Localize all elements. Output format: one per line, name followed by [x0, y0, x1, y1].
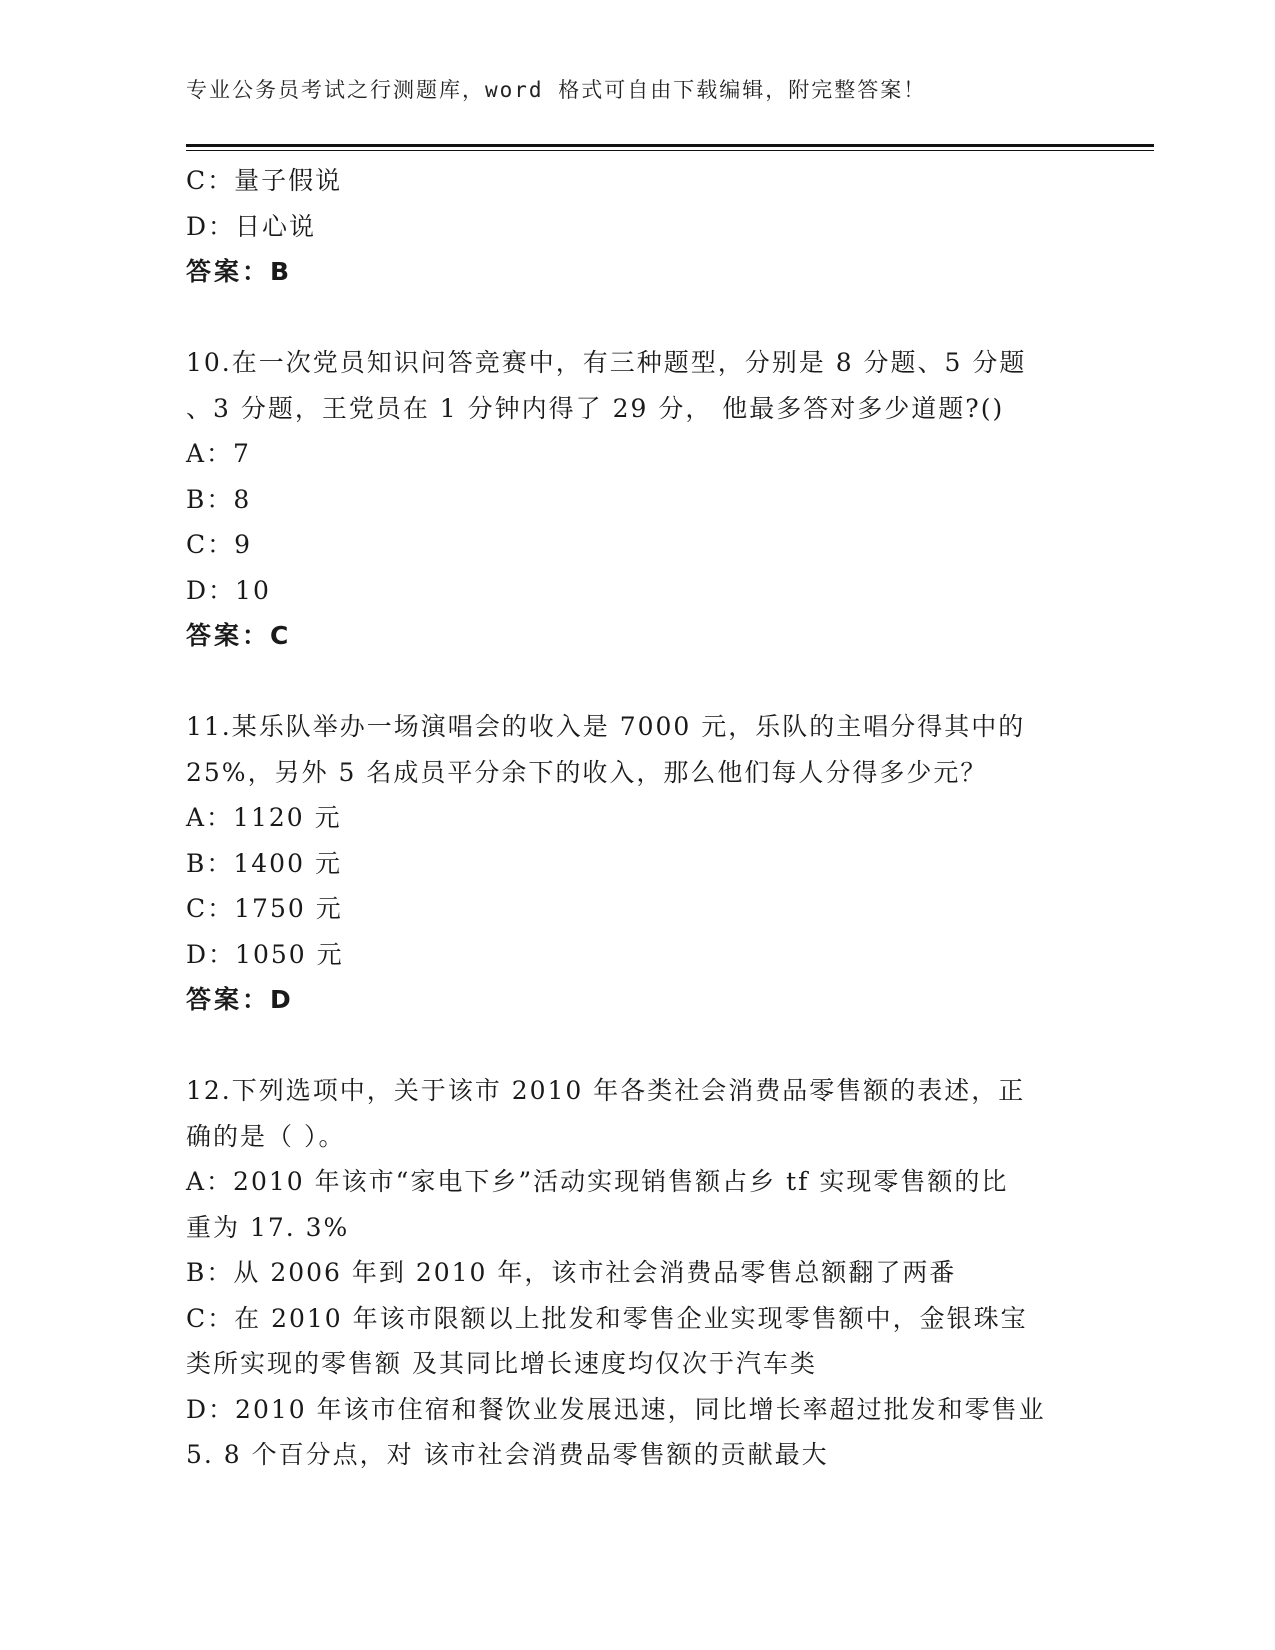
q9-answer: 答案：B [186, 257, 293, 286]
q10-answer: 答案：C [186, 621, 292, 650]
q10-stem-line2: 、3 分题，王党员在 1 分钟内得了 29 分， 他最多答对多少道题?() [186, 393, 1005, 423]
q11-option-c: C：1750 元 [186, 894, 343, 923]
q11-stem-line2: 25%，另外 5 名成员平分余下的收入，那么他们每人分得多少元？ [186, 757, 988, 787]
q10-option-a: A：7 [186, 439, 251, 468]
q9-option-d: D：日心说 [186, 211, 317, 241]
q12-option-d-line2: 5. 8 个百分点，对 该市社会消费品零售额的贡献最大 [186, 1440, 829, 1469]
q10-stem-line1: 10.在一次党员知识问答竞赛中，有三种题型，分别是 8 分题、5 分题 [186, 348, 1027, 377]
document-body [186, 158, 1086, 1478]
q11-option-a: A：1120 元 [186, 803, 342, 832]
q12-option-c-line1: C：在 2010 年该市限额以上批发和零售企业实现零售额中，金银珠宝 [186, 1303, 1028, 1333]
q9-option-c: C：量子假说 [186, 166, 343, 195]
q11-option-b: B：1400 元 [186, 848, 342, 878]
q12-option-c-line2: 类所实现的零售额 及其同比增长速度均仅次于汽车类 [186, 1349, 817, 1378]
q10-option-b: B：8 [186, 484, 252, 514]
spacer [186, 1023, 1086, 1069]
q10-option-d: D：10 [186, 575, 271, 605]
q12-option-a-line1: A：2010 年该市“家电下乡”活动实现销售额占乡 tf 实现零售额的比 [186, 1167, 1009, 1196]
q10-option-c: C：9 [186, 530, 253, 559]
q12-option-b: B：从 2006 年到 2010 年，该市社会消费品零售总额翻了两番 [186, 1258, 957, 1287]
header-rule-thin [186, 150, 1154, 151]
q12-stem-line1: 12.下列选项中，关于该市 2010 年各类社会消费品零售额的表述，正 [186, 1076, 1026, 1105]
q11-answer: 答案：D [186, 985, 294, 1014]
q11-stem-line1: 11.某乐队举办一场演唱会的收入是 7000 元，乐队的主唱分得其中的 [186, 712, 1026, 741]
q12-option-a-line2: 重为 17. 3% [186, 1212, 350, 1242]
header-rule-thick [186, 144, 1154, 147]
page-header: 专业公务员考试之行测题库，word 格式可自由下载编辑，附完整答案！ [186, 78, 927, 102]
spacer [186, 295, 1086, 341]
q12-stem-line2: 确的是（ ）。 [186, 1121, 346, 1151]
spacer [186, 659, 1086, 705]
q12-option-d-line1: D：2010 年该市住宿和餐饮业发展迅速，同比增长率超过批发和零售业 [186, 1394, 1046, 1424]
q11-option-d: D：1050 元 [186, 939, 344, 969]
